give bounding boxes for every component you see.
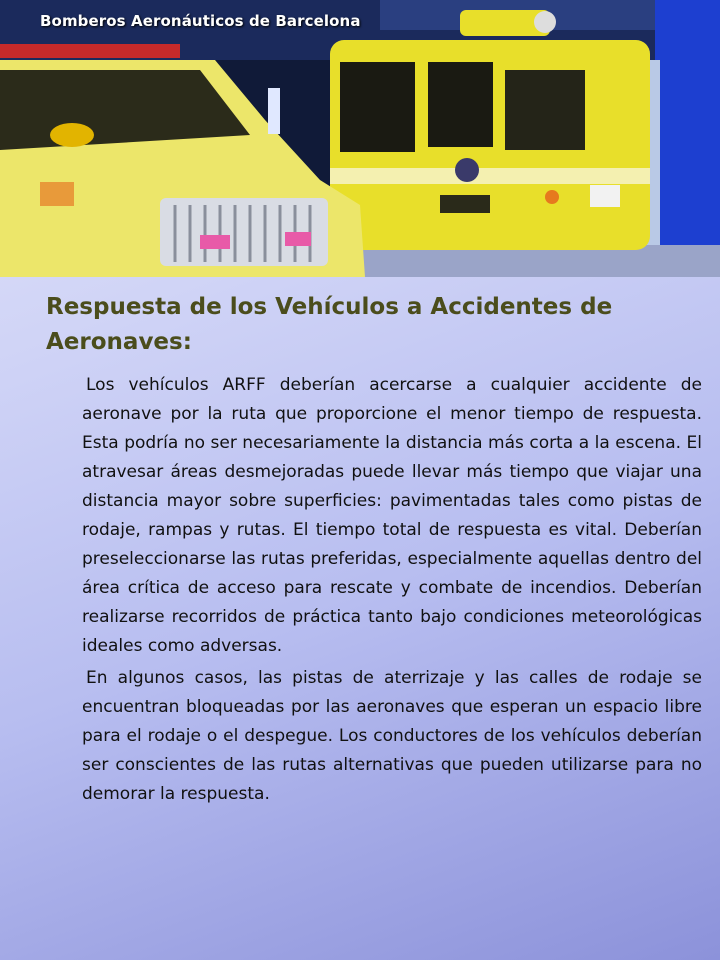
photo-caption: Bomberos Aeronáuticos de Barcelona [40, 12, 361, 30]
header-photo [0, 0, 720, 277]
fire-trucks-photo [0, 0, 720, 277]
slide-body [82, 371, 702, 812]
paragraph-blocked-runways: En algunos casos, las pistas de aterrizaje y las calles de rodaje se encuentran bloqueadas por las aeronaves que esperan un espacio libre para el rodaje o el despegue. Los conductores de los vehículos deberían ser conscientes de las rutas alternativas que pueden utilizarse para no demorar la respuesta. [82, 668, 702, 804]
slide-title: Respuesta de los Vehículos a Accidentes de Aeronaves: [46, 294, 613, 355]
paragraph-arff-routes: Los vehículos ARFF deberían acercarse a cualquier accidente de aeronave por la ruta que proporcione el menor tiempo de respuesta. Esta podría no ser necesariamente la distancia más corta a la escena. El atravesar áreas desmejoradas puede llevar más tiempo que viajar una distancia mayor sobre superficies: pavimentadas tales como pistas de rodaje, rampas y rutas. El tiempo total de respuesta es vital. Deberían preseleccionarse las rutas preferidas, especialmente aquellas dentro del área crítica de acceso para rescate y combate de incendios. Deberían realizarse recorridos de práctica tanto bajo condiciones meteorológicas ideales como adversas. [82, 375, 702, 656]
